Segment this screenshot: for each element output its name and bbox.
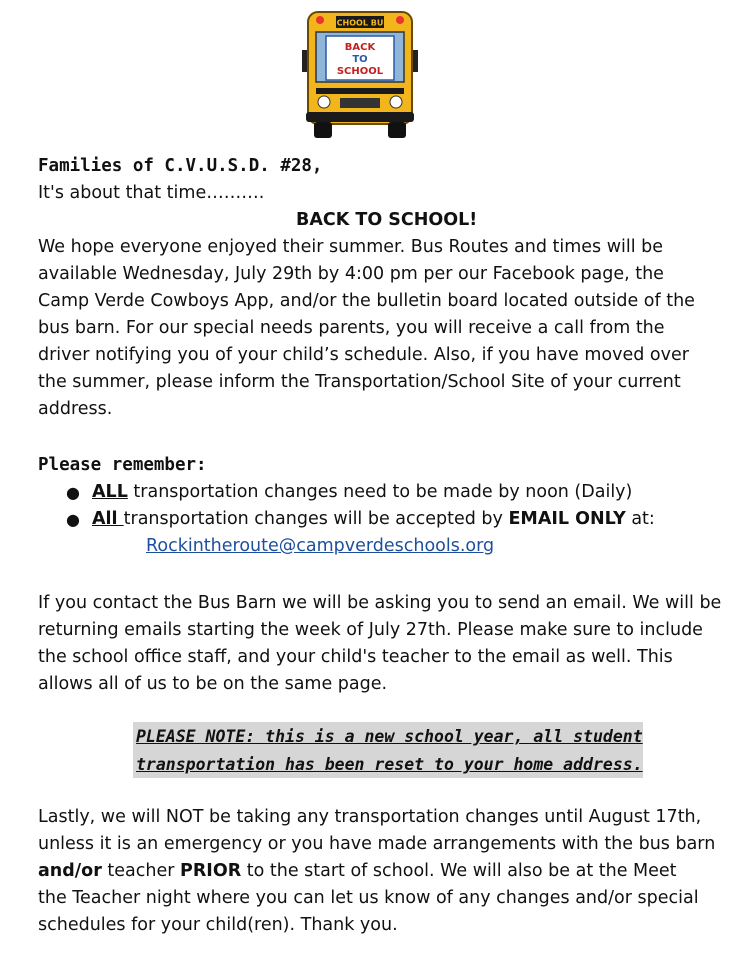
school-bus-image [300, 8, 420, 140]
paragraph1-line: bus barn. For our special needs parents, you will receive a call from the [38, 318, 665, 338]
prior-bold: PRIOR [180, 861, 242, 881]
banner-line-3: SCHOOL [336, 66, 384, 77]
paragraph3-line: the Teacher night where you can let us know of any changes and/or special [38, 888, 699, 908]
banner-line-1: BACK [344, 42, 376, 53]
bus-sign-label: SCHOOL BUS [330, 18, 390, 28]
paragraph1-line: the summer, please inform the Transportation/School Site of your current [38, 372, 681, 392]
note-line-2: transportation has been reset to your home address. [136, 755, 643, 774]
remember-heading: Please remember: [38, 455, 207, 475]
bullet-dot-icon: ● [66, 510, 80, 529]
bullet-2-emphasis: All [92, 509, 124, 529]
paragraph2-line: If you contact the Bus Barn we will be asking you to send an email. We will be [38, 593, 722, 613]
bullet-dot-icon: ● [66, 483, 80, 502]
bullet-item-1 [92, 479, 632, 506]
paragraph3-line-3 [38, 858, 677, 885]
paragraph1-line: We hope everyone enjoyed their summer. Bus Routes and times will be [38, 237, 664, 257]
bullet-2-tail: at: [625, 509, 655, 529]
school-bus-icon [300, 8, 420, 140]
bullet-1-emphasis: ALL [92, 482, 128, 502]
greeting: Families of C.V.U.S.D. #28, [38, 156, 323, 176]
banner-line-2: TO [352, 54, 368, 65]
paragraph1-line: available Wednesday, July 29th by 4:00 pm per our Facebook page, the [38, 264, 664, 284]
paragraph3-text: to the start of school. We will also be at the Meet [241, 861, 677, 881]
paragraph1-line: address. [38, 399, 113, 419]
bullet-1-text: transportation changes need to be made by noon (Daily) [127, 482, 633, 502]
email-link[interactable]: Rockintheroute@campverdeschools.org [146, 536, 495, 556]
bullet-2-bold: EMAIL ONLY [508, 509, 626, 529]
note-line-1: PLEASE NOTE: this is a new school year, all student [136, 727, 643, 746]
paragraph3-line: schedules for your child(ren). Thank you. [38, 915, 398, 935]
back-to-school-heading: BACK TO SCHOOL! [296, 210, 478, 230]
email-line [146, 533, 494, 560]
paragraph1-line: driver notifying you of your child’s schedule. Also, if you have moved over [38, 345, 689, 365]
paragraph3-line: unless it is an emergency or you have made arrangements with the bus barn [38, 834, 716, 854]
paragraph3-text: teacher [101, 861, 180, 881]
paragraph1-line: Camp Verde Cowboys App, and/or the bulletin board located outside of the [38, 291, 695, 311]
paragraph2-line: allows all of us to be on the same page. [38, 674, 388, 694]
paragraph3-line: Lastly, we will NOT be taking any transportation changes until August 17th, [38, 807, 702, 827]
intro-line: It's about that time………. [38, 183, 265, 203]
bullet-2-text: transportation changes will be accepted by [123, 509, 509, 529]
bullet-item-2 [92, 506, 655, 533]
paragraph2-line: returning emails starting the week of July 27th. Please make sure to include [38, 620, 703, 640]
paragraph2-line: the school office staff, and your child's teacher to the email as well. This [38, 647, 673, 667]
and-or-bold: and/or [38, 861, 102, 881]
